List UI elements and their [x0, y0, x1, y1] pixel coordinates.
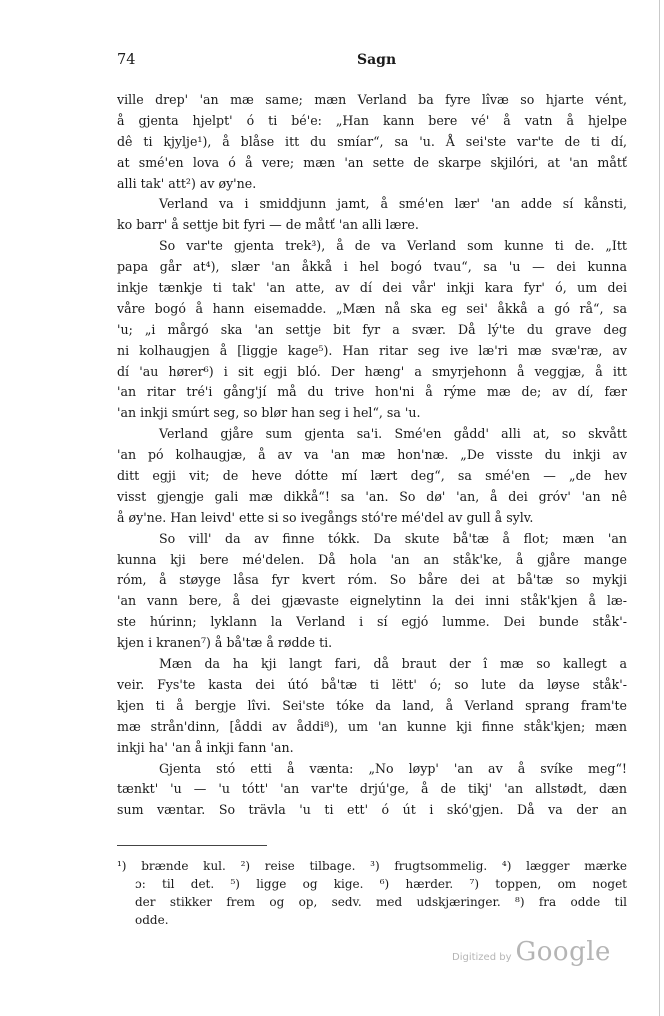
text-line: ditt egji vit; de heve dótte mí lært deg“, sa smé'en — „de hev [117, 468, 627, 484]
google-logo: Google [515, 937, 611, 967]
page-header [117, 52, 627, 72]
text-line: å gjenta hjelpt' ó ti bé'e: „Han kann bere vé' å vatn å hjelpe [117, 112, 627, 128]
footnote-divider [117, 845, 267, 846]
text-line: alli tak' att²) av øy'ne. [117, 175, 257, 191]
text-line: ni kolhaugjen å [liggje kage⁵). Han ritar seg ive læ'ri mæ svæ'ræ, av [117, 342, 627, 358]
text-line: dí 'au hører⁶) i sit egji bló. Der hæng' a smyrjehonn å veggjæ, å itt [117, 363, 627, 379]
text-line: sum væntar. So trävla 'u ti ett' ó út i skó'gjen. Då va der an [117, 802, 627, 818]
text-line: inkje tænkje ti tak' 'an atte, av dí dei vår' inkji kara fyr' ó, um dei [117, 280, 627, 296]
text-line: at smé'en lova ó å vere; mæn 'an sette de skarpe skjilóri, at 'an måtť [117, 154, 627, 170]
text-line: mæ strån'dinn, [åddi av åddi⁸), um 'an kunne kji finne ståk'kjen; mæn [117, 718, 627, 734]
text-line: visst gjengje gali mæ dikkå“! sa 'an. So dø' 'an, å dei gróv' 'an nê [117, 488, 627, 504]
text-line: ville drep' 'an mæ same; mæn Verland ba fyre lîvæ so hjarte vént, [117, 92, 627, 107]
text-line: ko barr' å settje bit fyri — de måtť 'an alli lære. [117, 217, 419, 233]
text-line: Verland gjåre sum gjenta sa'i. Smé'en gådd' alli at, so skvått [159, 426, 627, 442]
text-line: So vill' da av finne tókk. Da skute bå'tæ å flot; mæn 'an [159, 530, 627, 546]
text-line: kunna kji bere mé'delen. Då hola 'an an ståk'ke, å gjåre mange [117, 551, 627, 567]
text-line: 'u; „i mårgó ska 'an settje bit fyr a svær. Då lý'te du grave deg [117, 321, 627, 337]
footnote-line: ɔ: til det. ⁵) ligge og kige. ⁶) hærder. ⁷) toppen, om noget [135, 877, 627, 891]
text-line: 'an ritar tré'i gång'jí må du trive hon'ni å rýme mæ de; av dí, fær [117, 384, 627, 400]
text-line: 'an vann bere, å dei gjævaste eignelytinn la dei inni ståk'kjen å læ- [117, 593, 627, 609]
page-number: 74 [117, 52, 136, 68]
text-line: Gjenta stó etti å vænta: „No løyp' 'an av å svíke meg“! [159, 760, 627, 776]
text-line: kjen ti å bergje lîvi. Sei'ste tóke da land, å Verland sprang fram'te [117, 697, 627, 713]
text-line: So var'te gjenta trek³), å de va Verland som kunne ti de. „Itt [159, 238, 627, 254]
footnote-line: odde. [135, 913, 169, 927]
text-line: Mæn da ha kji langt fari, då braut der î mæ so kallegt a [159, 656, 627, 672]
text-line: å øy'ne. Han leivd' ette si so ivegångs stó're mé'del av gull å sylv. [117, 509, 534, 525]
text-line: tænkt' 'u — 'u tótt' 'an var'te drjú'ge, å de tikj' 'an allstødt, dæn [117, 781, 627, 797]
text-line: dê ti kjylje¹), å blåse itt du smíar“, sa 'u. Å sei'ste var'te de ti dí, [117, 133, 627, 149]
footnotes [117, 857, 627, 929]
body-text [117, 90, 627, 821]
text-line: våre bogó å hann eisemadde. „Mæn nå ska eg sei' åkkå a gó rå“, sa [117, 300, 627, 316]
text-line: róm, å støyge låsa fyr kvert róm. So båre dei at bå'tæ so mykji [117, 572, 627, 588]
text-line: 'an pó kolhaugjæ, å av va 'an mæ hon'næ. „De visste du inkji av [117, 447, 627, 463]
watermark-prefix: Digitized by [452, 952, 512, 963]
text-line: Verland va i smiddjunn jamt, å smé'en lær' 'an adde sí kånsti, [159, 196, 627, 212]
text-line: veir. Fys'te kasta dei útó bå'tæ ti lëtt' ó; so lute da løyse ståk'- [117, 676, 627, 692]
footnote-line: ¹) brænde kul. ²) reise tilbage. ³) frugtsommelig. ⁴) lægger mærke [117, 859, 627, 873]
text-line: ste húrinn; lyklann la Verland i sí egjó lumme. Dei bunde ståk'- [117, 614, 627, 630]
running-title: Sagn [357, 52, 397, 68]
digitized-watermark [452, 937, 611, 967]
text-line: kjen i kranen⁷) å bå'tæ å rødde ti. [117, 635, 333, 651]
page-edge-line [659, 0, 660, 1016]
text-line: 'an inkji smúrt seg, so blør han seg i hel“, sa 'u. [117, 405, 421, 421]
footnote-line: der stikker frem og op, sedv. med udskjæringer. ⁸) fra odde til [135, 895, 627, 909]
text-line: papa går at⁴), slær 'an åkkå i hel bogó tvau“, sa 'u — dei kunna [117, 259, 627, 275]
text-line: inkji ha' 'an å inkji fann 'an. [117, 739, 294, 755]
